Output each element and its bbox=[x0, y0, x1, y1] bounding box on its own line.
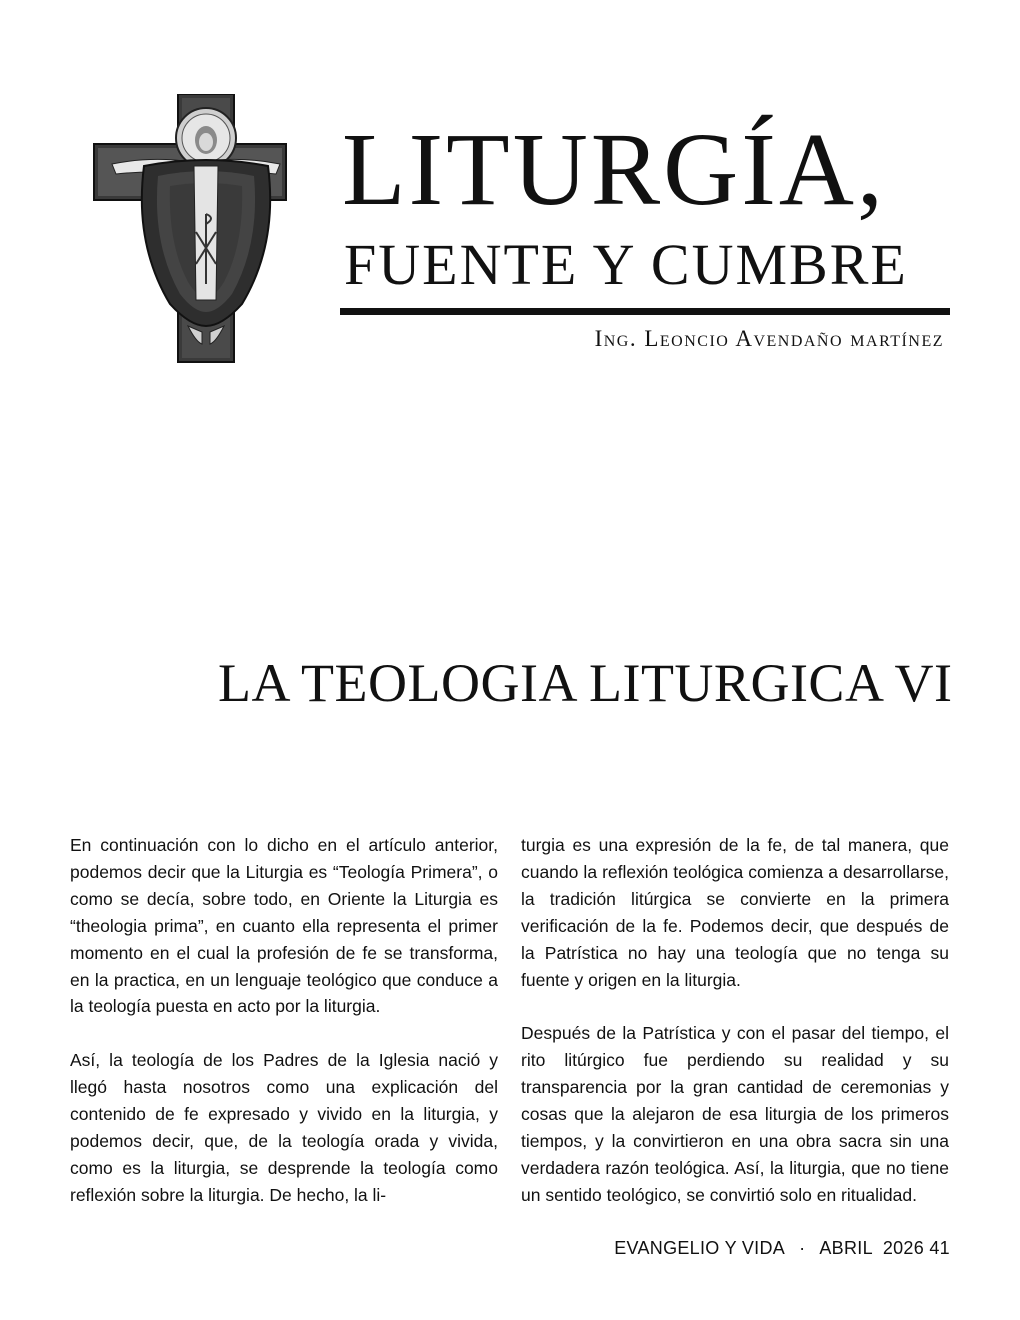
text-column-left bbox=[70, 832, 498, 1236]
paragraph: turgia es una expresión de la fe, de tal manera, que cuando la reflexión teológica comienza a desarrollarse, la tradición litúrgica se convierte en la primera verificación de la fe. Podemos decir, que después de la Patrística no hay una teología que no tenga su fuente y origen en la liturgia. bbox=[521, 835, 949, 990]
footer-separator: · bbox=[799, 1238, 806, 1258]
article-title: LA TEOLOGIA LITURGICA VI bbox=[218, 653, 953, 713]
page-footer bbox=[614, 1238, 950, 1259]
magazine-section-title: LITURGÍA, bbox=[342, 112, 887, 227]
issue-date: ABRIL 2026 bbox=[819, 1238, 925, 1258]
magazine-section-subtitle: FUENTE Y CUMBRE bbox=[344, 232, 908, 297]
crucifix-icon bbox=[92, 94, 288, 364]
paragraph: Así, la teología de los Padres de la Iglesia nació y llegó hasta nosotros como una explicación del contenido de fe expresado y vivido en la liturgia, y podemos decir, que, de la teología orada y vivida, como es la liturgia, se desprende la teología como reflexión sobre la liturgia. De hecho, la li- bbox=[70, 1050, 498, 1205]
paragraph: Después de la Patrística y con el pasar del tiempo, el rito litúrgico fue perdiendo su realidad y su transparencia por la gran cantidad de ceremonias y cosas que la alejaron de esa liturgia de los primeros tiempos, y la convirtieron en una obra sacra sin una verdadera razón teológica. Así, la liturgia, que no tiene un sentido teológico, se convirtió solo en ritualidad. bbox=[521, 1023, 949, 1205]
paragraph: En continuación con lo dicho en el artículo anterior, podemos decir que la Liturgia es “Teología Primera”, o como se decía, sobre todo, en Oriente la Liturgia es “theologia prima”, en cuanto ella representa el primer momento en el cual la profesión de fe se transforma, en la practica, en un lenguaje teológico que conduce a la teología puesta en acto por la liturgia. bbox=[70, 835, 498, 1017]
title-divider bbox=[340, 308, 950, 315]
publication-name: EVANGELIO Y VIDA bbox=[614, 1238, 786, 1258]
text-column-right bbox=[521, 832, 949, 1236]
page-number: 41 bbox=[929, 1238, 950, 1258]
author-byline: Ing. Leoncio Avendaño martínez bbox=[594, 326, 944, 351]
